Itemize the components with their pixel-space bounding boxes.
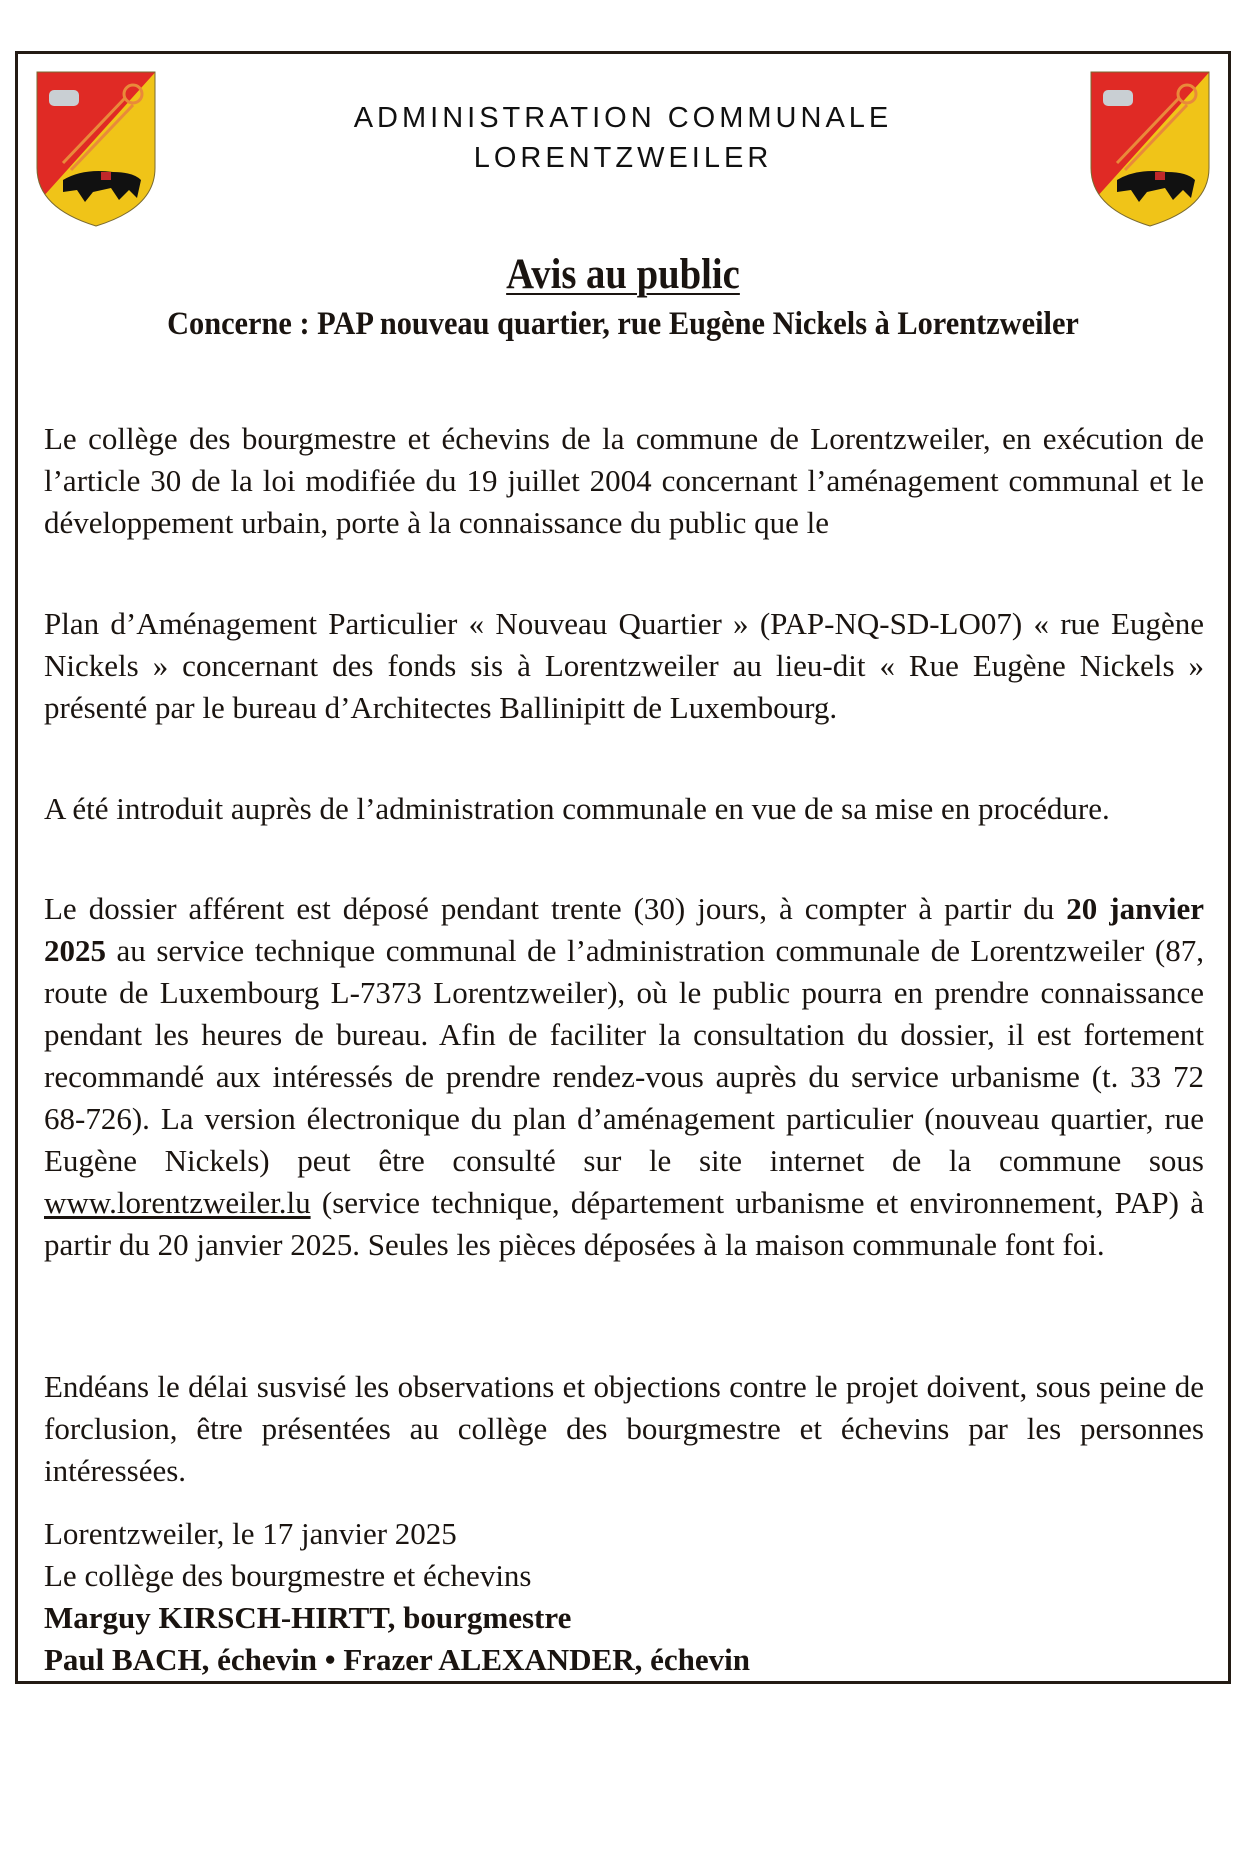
issuer: Le collège des bourgmestre et échevins [44,1558,532,1593]
text-segment: (service technique, département urbanisme et environnement, PAP) à partir du 20 janvier 2025. Seules les pièces déposées à la maison communale font foi. [44,1185,1204,1262]
organization-name: ADMINISTRATION COMMUNALE [353,102,893,134]
text-segment: Le dossier afférent est déposé pendant trente (30) jours, à compter à partir du [44,891,1067,926]
paragraph-text: Endéans le délai susvisé les observations et objections contre le projet doivent, sous peine de forclusion, être présentées au collège des bourgmestre et échevins par les personnes intéressées. [44,1369,1204,1488]
notice-frame [15,51,1231,1684]
paragraph-text: A été introduit auprès de l’administration communale en vue de sa mise en procédure. [44,791,1110,826]
signatory-mayor: Marguy KIRSCH-HIRTT, bourgmestre [44,1600,572,1635]
place-date: Lorentzweiler, le 17 janvier 2025 [44,1516,457,1551]
paragraph-text [44,888,1204,1266]
paragraph-text: Plan d’Aménagement Particulier « Nouveau Quartier » (PAP-NQ-SD-LO07) « rue Eugène Nickels » concernant des fonds sis à Lorentzweiler au lieu-dit « Rue Eugène Nickels » présenté par le bureau d’Architectes Ballinipitt de Luxembourg. [44,606,1204,725]
closing-block [44,1513,750,1681]
municipality-name: LORENTZWEILER [473,142,773,174]
paragraph-consultation [44,888,1204,1266]
paragraph-objections [44,1366,1204,1492]
notice-subject: Concerne : PAP nouveau quartier, rue Eugène Nickels à Lorentzweiler [167,306,1079,342]
paragraph-text: Le collège des bourgmestre et échevins de la commune de Lorentzweiler, en exécution de l’article 30 de la loi modifiée du 19 juillet 2004 concernant l’aménagement communal et le développement urbain, porte à la connaissance du public que le [44,421,1204,540]
text-segment: au service technique communal de l’administration communale de Lorentzweiler (87, route de Luxembourg L-7373 Lorentzweiler), où le public pourra en prendre connaissance pendant les heures de bureau. Afin de faciliter la consultation du dossier, il est fortement recommandé aux intéressés de prendre rendez-vous auprès du service urbanisme (t. 33 72 68-726). La version électronique du plan d’aménagement particulier (nouveau quartier, rue Eugène Nickels) peut être consulté sur le site internet de la commune sous [44,933,1204,1178]
website-link[interactable]: www.lorentzweiler.lu [44,1185,311,1220]
paragraph-intro [44,418,1204,544]
signatory-aldermen: Paul BACH, échevin • Frazer ALEXANDER, échevin [44,1642,751,1677]
paragraph-procedure [44,788,1204,830]
notice-title: Avis au public [506,251,740,298]
paragraph-plan [44,603,1204,729]
deposit-start-date: 20 janvier 2025 [44,891,1204,968]
